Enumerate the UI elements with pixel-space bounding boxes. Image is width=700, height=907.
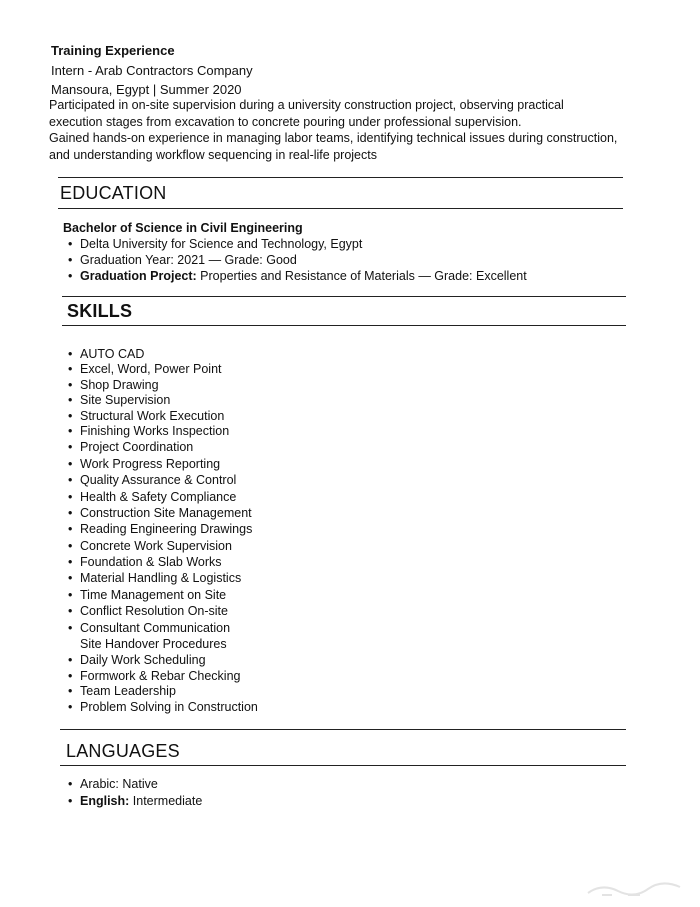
- skill-item: • Construction Site Management: [68, 505, 252, 520]
- training-line: and understanding workflow sequencing in real-life projects: [49, 148, 377, 162]
- skill-item: Site Handover Procedures: [80, 637, 227, 652]
- skill-item: • Health & Safety Compliance: [68, 489, 237, 504]
- skill-item: • AUTO CAD: [68, 347, 145, 361]
- language-item: • English: Intermediate: [68, 794, 203, 808]
- languages-heading: LANGUAGES: [66, 741, 180, 761]
- skill-item: • Site Supervision: [68, 393, 171, 408]
- skill-item: • Reading Engineering Drawings: [68, 522, 253, 537]
- skill-item: • Concrete Work Supervision: [68, 538, 232, 553]
- skill-item: • Quality Assurance & Control: [68, 473, 237, 488]
- bullet: •: [68, 269, 73, 283]
- training-line: execution stages from excavation to concrete pouring under professional supervision.: [49, 115, 522, 129]
- skills-heading: SKILLS: [67, 301, 133, 321]
- education-list: [66, 236, 527, 284]
- skill-item: • Structural Work Execution: [68, 408, 225, 423]
- skill-item: • Finishing Works Inspection: [68, 424, 230, 439]
- skill-item: • Project Coordination: [68, 440, 194, 455]
- section-divider: [58, 208, 623, 209]
- skill-item: • Foundation & Slab Works: [68, 555, 222, 570]
- training-heading: Training Experience: [51, 43, 175, 58]
- skill-item: • Team Leadership: [68, 684, 176, 699]
- list-item: • Graduation Project: Properties and Resistance of Materials — Grade: Excellent: [68, 269, 527, 283]
- training-role: Intern - Arab Contractors Company: [51, 63, 253, 78]
- section-divider: [62, 296, 626, 297]
- section-divider: [60, 765, 626, 766]
- section-divider: [60, 729, 626, 730]
- skill-item: • Shop Drawing: [68, 377, 159, 392]
- list-item: • Graduation Year: 2021 — Grade: Good: [68, 253, 297, 267]
- skill-item: • Work Progress Reporting: [68, 456, 221, 471]
- skill-item: • Material Handling & Logistics: [68, 571, 242, 586]
- watermark-logo-icon: [582, 877, 692, 901]
- skill-item: • Excel, Word, Power Point: [68, 362, 222, 377]
- training-line: Participated in on-site supervision during a university construction project, observing practical: [49, 98, 564, 112]
- languages-list: [66, 776, 202, 810]
- skill-item: • Time Management on Site: [68, 587, 227, 602]
- education-heading: EDUCATION: [60, 183, 167, 203]
- language-item: • Arabic: Native: [68, 777, 158, 791]
- section-divider: [62, 325, 626, 326]
- skill-item: • Conflict Resolution On-site: [68, 604, 228, 619]
- education-degree: Bachelor of Science in Civil Engineering: [63, 221, 303, 235]
- skill-item: • Consultant Communication: [68, 620, 231, 635]
- section-divider: [58, 177, 623, 178]
- bullet: •: [68, 237, 73, 251]
- skill-item: • Problem Solving in Construction: [68, 700, 258, 715]
- training-line: Gained hands-on experience in managing labor teams, identifying technical issues during construction,: [49, 131, 618, 145]
- skill-item: • Daily Work Scheduling: [68, 653, 206, 668]
- bullet: •: [68, 253, 73, 267]
- list-item: • Delta University for Science and Technology, Egypt: [68, 237, 363, 251]
- skill-item: • Formwork & Rebar Checking: [68, 668, 241, 683]
- skills-list: [66, 346, 258, 715]
- training-location-date: Mansoura, Egypt | Summer 2020: [51, 82, 242, 97]
